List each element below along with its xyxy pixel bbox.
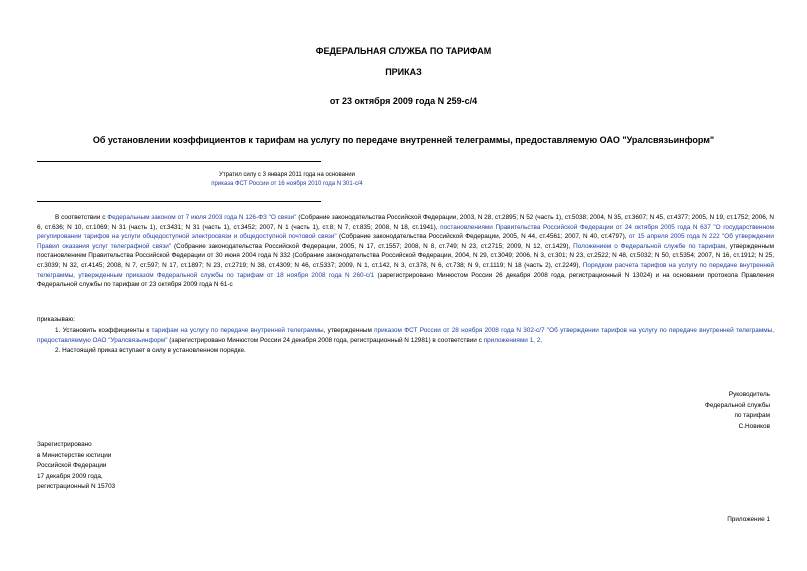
government-decree-222-link[interactable]: от 15 апреля 2005 года N 222 "Об утверждении Правил оказания услуг телеграфной связи" [37,233,774,250]
registration-line: в Министерстве юстиции [37,451,112,459]
fst-order-302-link[interactable]: приказом ФСТ России от 28 ноября 2008 года N 302-с/7 "Об утверждении тарифов на услугу по передаче внутренней телеграммы, предоставляемую ОАО "Уралсвязьинформ" [37,327,775,344]
tariff-calculation-order-link[interactable]: Порядком расчета тарифов на услугу по передаче внутренней телеграммы, утвержденным приказом Федеральной службы по тарифам от 18 ноября 2008 года N 260-с/1 [37,261,774,279]
fst-regulation-link[interactable]: Положением о Федеральной службе по тарифам [573,242,726,250]
divider-bottom [37,201,321,202]
registration-line: Российской Федерации [37,462,107,470]
signature-line: Федеральной службы [705,401,770,409]
divider-top [37,161,321,162]
ordering-word: приказываю: [37,316,75,323]
registration-line: Зарегистрировано [37,441,92,448]
preamble-text: , утвержденным постановлением Правительства Российской Федерации от 30 июня 2004 года N 332 [37,242,774,260]
revoked-note: Утратил силу с 3 января 2011 года на основании [219,172,355,178]
appendix-label: Приложение 1 [727,516,770,523]
item-text: 1. Установить коэффициенты к [55,327,152,334]
preamble-paragraph [37,213,774,290]
signature-block [570,390,770,432]
preamble-text: (Собрание законодательства Российской Федерации, 2003, N 28, ст.2895; N 52 (часть 1), ст.5038; 2004, N 35, ст.3607; N 45, ст.4377; 2005, N 19, ст.1752; 2006, N 6, ст.636; N 10, ст.1069; N 31 (часть 1), ст.3431; N 31 (часть 1), ст.3452; 2007, N 1 (часть 1), ст.8; N 7, ст.835; 2008, N 18, ст.1941), [37,214,774,231]
preamble-text: (Собрание законодательства Российской Федерации, 2005, N 17, ст.1557; 2008, N 8, ст.749; N 23, ст.2715; 2009, N 12, ст.1429), [171,242,574,250]
item-text: . [540,336,543,344]
item-text: , утвержденным [323,327,375,334]
document-type: ПРИКАЗ [385,67,422,77]
preamble-text: (Собрание законодательства Российской Федерации, 2004, N 29, ст.3049; 2006, N 3, ст.301; N 23, ст.2522; N 48, ст.5032; N 50, ст.5354; 2007, N 16, ст.1912; N 25, ст.3039; N 32, ст.4145; 2008, N 7, ст.597; N 17, ст.1897; N 23, ст.2719; N 38, ст.4309; N 46, ст.5337; 2009, N 1, ст.142, N 3, ст.378, N 6, ст.738; N 9, ст.1119; N 18 (часть 2), ст.2249), [37,252,774,269]
government-decree-637-link[interactable]: постановлениями Правительства Российской Федерации от 24 октября 2005 года N 637 "О государственном регулировании тарифов на услуги общедоступной электросвязи и общедоступной почтовой связи" [37,223,774,241]
agency-title: ФЕДЕРАЛЬНАЯ СЛУЖБА ПО ТАРИФАМ [315,46,492,56]
signature-line: по тарифам [734,412,770,420]
document-subject: Об установлении коэффициентов к тарифам на услугу по передаче внутренней телеграммы, предоставляемую ОАО "Уралсвязьинформ" [92,135,715,145]
registration-number: регистрационный N 15703 [37,483,116,491]
signer-name: С.Новиков [738,422,770,430]
tariffs-link[interactable]: тарифам на услугу по передаче внутренней телеграммы [151,327,324,334]
revoked-link-line [37,180,537,189]
appendices-link[interactable]: приложениями 1, 2 [483,336,541,344]
registration-date: 17 декабря 2009 года, [37,472,103,480]
law-on-communications-link[interactable]: Федеральным законом от 7 июля 2003 года N 126-ФЗ "О связи" [107,214,297,221]
order-item-1 [37,326,774,345]
revoking-order-link[interactable]: приказа ФСТ России от 16 ноября 2010 года N 301-с/4 [211,181,363,187]
signature-line: Руководитель [728,391,770,398]
document-date-number: от 23 октября 2009 года N 259-с/4 [329,96,478,106]
preamble-text: В соответствии с [55,214,108,221]
order-item-2: 2. Настоящий приказ вступает в силу в установленном порядке. [55,347,246,354]
preamble-text: (зарегистрировано Минюстом России 26 декабря 2008 года, регистрационный N 13024) и на основании протокола Правления Федеральной службы по тарифам от 23 октября 2009 года N 61-с [37,271,774,289]
registration-block [37,440,287,493]
item-text: (зарегистрировано Минюстом России 24 декабря 2008 года, регистрационный N 12981) в соответствии с [167,336,484,344]
preamble-text: (Собрание законодательства Российской Федерации, 2005, N 44, ст.4561; 2007, N 40, ст.4797), [336,233,629,241]
